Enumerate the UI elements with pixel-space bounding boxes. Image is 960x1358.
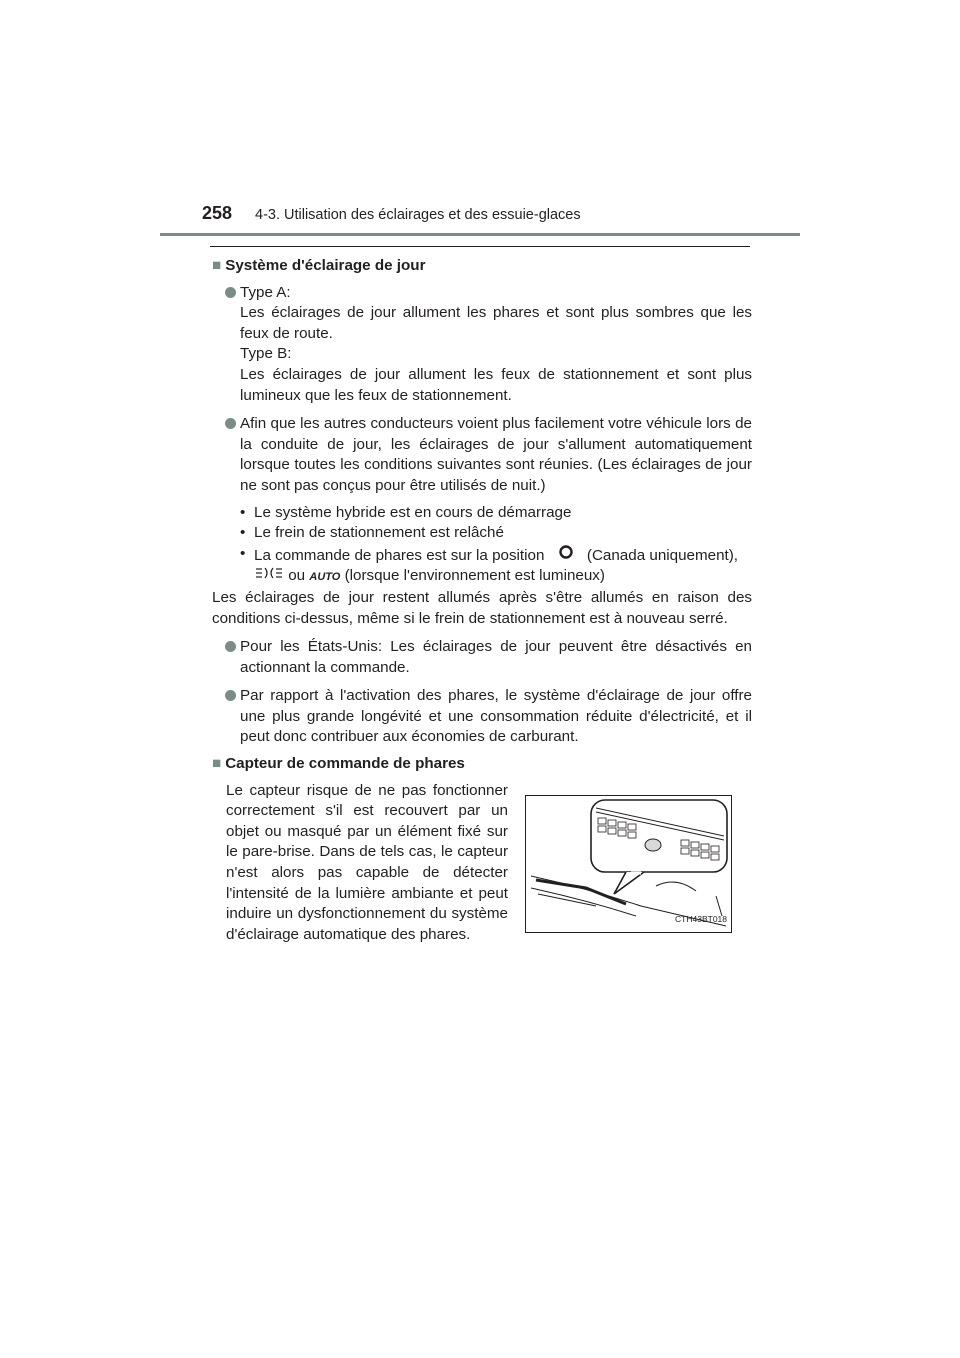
square-bullet-icon: ■ [212, 755, 222, 773]
content-top-rule [210, 246, 750, 247]
remain-text: Les éclairages de jour restent allumés après s'être allumés en raison des conditions ci-dessus, même si le frein de stationnement est à nouveau serré. [212, 588, 752, 627]
circle-bullet-icon [225, 690, 236, 701]
type-a-label: Type A: [240, 283, 291, 301]
type-b-text: Les éclairages de jour allument les feux de stationnement et sont plus lumineux que les feux de stationnement. [240, 365, 752, 404]
bullet-types [212, 283, 752, 407]
section-title: 4-3. Utilisation des éclairages et des essuie-glaces [255, 207, 581, 223]
bullet-compare: Par rapport à l'activation des phares, le système d'éclairage de jour offre une plus grande longévité et une consommation réduite d'électricité, et il peut donc contribuer aux économies de carburant. [212, 686, 752, 748]
circle-bullet-icon [225, 418, 236, 429]
header-rule [160, 233, 800, 236]
type-b-label: Type B: [240, 345, 292, 363]
auto-icon: AUTO [309, 571, 341, 584]
sensor-heading: ■ Capteur de commande de phares [212, 755, 465, 773]
type-a-text: Les éclairages de jour allument les phares et sont plus sombres que les feux de route. [240, 304, 752, 342]
page-header [0, 0, 960, 240]
condition-item: • La commande de phares est sur la position (Canada uniquement), [212, 544, 752, 567]
figure-code: CTH43BT018 [675, 914, 727, 925]
bullet-conditions [212, 414, 752, 496]
or-text: ou [288, 567, 306, 585]
condition-item: • Le système hybride est en cours de démarrage [240, 503, 572, 521]
conditions-intro: Afin que les autres conducteurs voient plus facilement votre véhicule lors de la conduite de jour, les éclairages de jour s'allument automatiquement lorsque toutes les conditions suivantes sont réunies. (Les éclairages de jour ne sont pas conçus pour être utilisés de nuit.) [240, 415, 752, 494]
square-bullet-icon: ■ [212, 257, 222, 274]
sensor-section [212, 781, 752, 946]
circle-bullet-icon [225, 287, 236, 298]
off-position-icon [549, 544, 583, 567]
page-content [212, 256, 752, 945]
condition-item: • Le frein de stationnement est relâché [240, 524, 504, 542]
condition-icons-line: ou AUTO (lorsque l'environnement est lumineux) [212, 566, 752, 588]
circle-bullet-icon [225, 641, 236, 652]
drl-heading: ■ Système d'éclairage de jour [212, 257, 426, 274]
parking-light-icon [254, 567, 288, 584]
sensor-text: Le capteur risque de ne pas fonctionner correctement s'il est recouvert par un objet ou masqué par un élément fixé sur le pare-brise. Dans de tels cas, le capteur n'est alors pas capable de détecter l'intensité de la lumière ambiante et peut induire un dysfonctionnement du système d'éclairage automatique des phares. [226, 781, 508, 943]
bullet-usa: Pour les États-Unis: Les éclairages de jour peuvent être désactivés en actionnant la commande. [212, 637, 752, 678]
sensor-figure [525, 795, 732, 933]
page-number: 258 [202, 203, 233, 223]
